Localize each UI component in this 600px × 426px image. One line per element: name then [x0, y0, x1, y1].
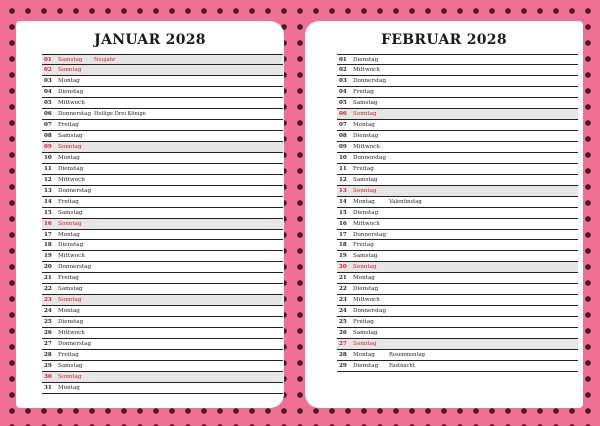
day-row: [42, 240, 283, 251]
day-number: 28: [44, 352, 52, 359]
day-number: 28: [339, 352, 347, 359]
weekday-name: Samstag: [58, 286, 83, 293]
weekday-name: Montag: [353, 275, 375, 282]
day-row: [42, 350, 283, 361]
day-number: 22: [44, 286, 52, 293]
day-row: [42, 383, 283, 394]
day-number: 25: [339, 319, 347, 326]
day-row: [42, 219, 283, 230]
day-number: 20: [339, 264, 347, 271]
day-number: 05: [44, 99, 52, 106]
day-row: [42, 361, 283, 372]
day-number: 10: [44, 154, 52, 161]
weekday-name: Dienstag: [353, 132, 379, 139]
day-row: [337, 186, 578, 197]
day-number: 20: [44, 264, 52, 271]
day-row: [337, 361, 578, 372]
day-number: 27: [44, 341, 52, 348]
day-number: 24: [44, 308, 52, 315]
weekday-name: Montag: [58, 385, 80, 392]
day-list: [337, 54, 578, 372]
day-number: 02: [339, 66, 347, 73]
weekday-name: Donnerstag: [353, 77, 387, 84]
day-row: [337, 240, 578, 251]
weekday-name: Sonntag: [58, 220, 82, 227]
day-number: 30: [44, 374, 52, 381]
weekday-name: Mittwoch: [58, 330, 85, 337]
day-number: 16: [339, 220, 347, 227]
day-row: [337, 175, 578, 186]
calendar-page-february: [305, 21, 583, 408]
day-row: [337, 98, 578, 109]
weekday-name: Donnerstag: [58, 110, 92, 117]
day-number: 15: [339, 209, 347, 216]
day-number: 19: [44, 253, 52, 260]
day-number: 22: [339, 286, 347, 293]
day-row: [42, 251, 283, 262]
weekday-name: Freitag: [58, 198, 79, 205]
day-list: [42, 54, 283, 394]
day-row: [42, 372, 283, 383]
day-number: 12: [44, 176, 52, 183]
weekday-name: Samstag: [353, 99, 378, 106]
weekday-name: Mittwoch: [353, 297, 380, 304]
day-number: 03: [44, 77, 52, 84]
day-row: [337, 153, 578, 164]
day-number: 09: [339, 143, 347, 150]
day-number: 07: [339, 121, 347, 128]
day-number: 08: [44, 132, 52, 139]
day-row: [337, 197, 578, 208]
day-number: 31: [44, 385, 52, 392]
day-row: [42, 87, 283, 98]
weekday-name: Sonntag: [353, 341, 377, 348]
weekday-name: Samstag: [58, 363, 83, 370]
day-row: [337, 262, 578, 273]
weekday-name: Samstag: [353, 253, 378, 260]
weekday-name: Freitag: [58, 352, 79, 359]
day-number: 11: [339, 165, 347, 172]
day-note: Neujahr: [94, 57, 116, 63]
weekday-name: Samstag: [58, 132, 83, 139]
day-row: [42, 208, 283, 219]
weekday-name: Sonntag: [353, 264, 377, 271]
weekday-name: Freitag: [353, 165, 374, 172]
weekday-name: Dienstag: [353, 363, 379, 370]
weekday-name: Sonntag: [353, 187, 377, 194]
weekday-name: Donnerstag: [353, 154, 387, 161]
day-number: 13: [339, 187, 347, 194]
day-row: [337, 328, 578, 339]
day-number: 21: [44, 275, 52, 282]
day-note: Heilige Drei Könige: [94, 110, 146, 117]
weekday-name: Dienstag: [58, 165, 84, 172]
weekday-name: Mittwoch: [58, 176, 85, 183]
weekday-name: Sonntag: [58, 297, 82, 304]
day-number: 14: [44, 198, 52, 205]
day-row: [42, 273, 283, 284]
day-row: [42, 120, 283, 131]
day-number: 15: [44, 209, 52, 216]
day-row: [337, 87, 578, 98]
day-row: [42, 328, 283, 339]
day-row: [337, 142, 578, 153]
day-row: [337, 76, 578, 87]
day-number: 26: [44, 330, 52, 337]
day-row: [42, 262, 283, 273]
month-title: FEBRUAR 2028: [381, 32, 507, 48]
day-number: 04: [339, 88, 347, 95]
day-row: [337, 131, 578, 142]
weekday-name: Donnerstag: [353, 308, 387, 315]
weekday-name: Mittwoch: [58, 99, 85, 106]
weekday-name: Donnerstag: [58, 341, 92, 348]
calendar-page-january: [16, 21, 284, 408]
weekday-name: Montag: [353, 352, 375, 359]
weekday-name: Dienstag: [353, 57, 379, 63]
day-number: 01: [44, 57, 52, 63]
day-row: [42, 65, 283, 76]
day-number: 17: [339, 231, 347, 238]
weekday-name: Sonntag: [353, 110, 377, 117]
day-row: [42, 164, 283, 175]
day-row: [42, 98, 283, 109]
day-row: [42, 284, 283, 295]
day-row: [337, 339, 578, 350]
month-title: JANUAR 2028: [94, 32, 206, 48]
day-row: [42, 76, 283, 87]
day-row: [337, 54, 578, 65]
day-number: 29: [44, 363, 52, 370]
day-number: 19: [339, 253, 347, 260]
day-number: 08: [339, 132, 347, 139]
weekday-name: Sonntag: [58, 374, 82, 381]
day-row: [42, 186, 283, 197]
weekday-name: Freitag: [353, 88, 374, 95]
day-number: 06: [44, 110, 52, 117]
day-number: 03: [339, 77, 347, 84]
weekday-name: Samstag: [353, 330, 378, 337]
day-row: [42, 109, 283, 120]
day-note: Valentinstag: [389, 198, 422, 205]
weekday-name: Donnerstag: [58, 264, 92, 271]
day-number: 25: [44, 319, 52, 326]
weekday-name: Freitag: [58, 275, 79, 282]
day-number: 21: [339, 275, 347, 282]
day-row: [337, 219, 578, 230]
weekday-name: Sonntag: [58, 66, 82, 73]
weekday-name: Mittwoch: [353, 220, 380, 227]
day-number: 05: [339, 99, 347, 106]
day-note: Rosenmontag: [389, 352, 425, 359]
weekday-name: Freitag: [353, 319, 374, 326]
day-number: 07: [44, 121, 52, 128]
day-row: [337, 65, 578, 76]
day-number: 24: [339, 308, 347, 315]
day-number: 12: [339, 176, 347, 183]
weekday-name: Dienstag: [58, 319, 84, 326]
day-number: 02: [44, 66, 52, 73]
day-number: 16: [44, 220, 52, 227]
weekday-name: Mittwoch: [58, 253, 85, 260]
weekday-name: Mittwoch: [353, 66, 380, 73]
day-number: 27: [339, 341, 347, 348]
day-number: 14: [339, 198, 347, 205]
weekday-name: Dienstag: [58, 242, 84, 249]
day-number: 04: [44, 88, 52, 95]
weekday-name: Samstag: [58, 209, 83, 216]
day-number: 17: [44, 231, 52, 238]
weekday-name: Montag: [58, 308, 80, 315]
weekday-name: Donnerstag: [353, 231, 387, 238]
weekday-name: Samstag: [353, 176, 378, 183]
day-row: [337, 251, 578, 262]
weekday-name: Montag: [58, 231, 80, 238]
day-row: [337, 306, 578, 317]
weekday-name: Sonntag: [58, 143, 82, 150]
day-row: [42, 230, 283, 241]
day-number: 18: [339, 242, 347, 249]
day-row: [42, 153, 283, 164]
weekday-name: Samstag: [58, 57, 83, 63]
day-number: 01: [339, 57, 347, 63]
day-row: [337, 317, 578, 328]
day-number: 23: [44, 297, 52, 304]
day-number: 09: [44, 143, 52, 150]
day-row: [337, 350, 578, 361]
day-row: [337, 273, 578, 284]
day-number: 23: [339, 297, 347, 304]
day-row: [42, 317, 283, 328]
weekday-name: Dienstag: [353, 286, 379, 293]
weekday-name: Freitag: [353, 242, 374, 249]
weekday-name: Montag: [58, 77, 80, 84]
day-number: 26: [339, 330, 347, 337]
day-row: [337, 120, 578, 131]
weekday-name: Montag: [58, 154, 80, 161]
weekday-name: Donnerstag: [58, 187, 92, 194]
day-number: 11: [44, 165, 52, 172]
day-number: 29: [339, 363, 347, 370]
day-row: [337, 230, 578, 241]
day-row: [42, 306, 283, 317]
day-row: [42, 131, 283, 142]
day-number: 13: [44, 187, 52, 194]
day-row: [337, 164, 578, 175]
day-row: [42, 142, 283, 153]
day-row: [337, 284, 578, 295]
day-row: [42, 295, 283, 306]
day-row: [42, 339, 283, 350]
weekday-name: Dienstag: [353, 209, 379, 216]
day-row: [337, 295, 578, 306]
day-row: [42, 54, 283, 65]
weekday-name: Dienstag: [58, 88, 84, 95]
day-row: [42, 175, 283, 186]
day-number: 18: [44, 242, 52, 249]
day-number: 06: [339, 110, 347, 117]
day-row: [337, 208, 578, 219]
day-row: [337, 109, 578, 120]
day-row: [42, 197, 283, 208]
day-number: 10: [339, 154, 347, 161]
day-note: Fastnacht: [389, 363, 415, 370]
weekday-name: Montag: [353, 121, 375, 128]
weekday-name: Montag: [353, 198, 375, 205]
weekday-name: Freitag: [58, 121, 79, 128]
weekday-name: Mittwoch: [353, 143, 380, 150]
